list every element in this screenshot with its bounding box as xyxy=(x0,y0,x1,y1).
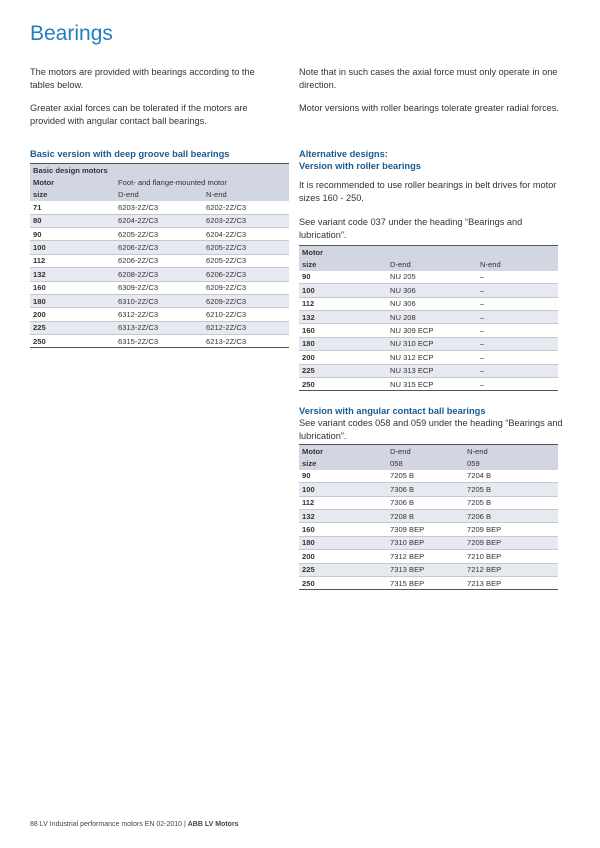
table-row xyxy=(30,254,289,267)
column-header-motor: Motor xyxy=(299,445,387,458)
table-title: Basic design motors xyxy=(30,164,289,177)
d-end-cell: NU 306 xyxy=(387,297,477,310)
column-header-size: size xyxy=(299,457,387,469)
table-row xyxy=(30,308,289,321)
column-header-motor: Motor xyxy=(30,176,115,188)
table-row xyxy=(299,271,558,284)
d-end-cell: 7312 BEP xyxy=(387,550,464,563)
roller-recommendation-paragraph: It is recommended to use roller bearings in belt drives for motor sizes 160 - 250. xyxy=(299,180,557,203)
motor-size-cell: 100 xyxy=(299,284,387,297)
table-row xyxy=(30,281,289,294)
roller-bearings-table xyxy=(299,245,558,391)
motor-size-cell: 80 xyxy=(30,214,115,227)
d-end-cell: 6206-2Z/C3 xyxy=(115,241,203,254)
angular-variant-paragraph: See variant codes 058 and 059 under the heading “Bearings and lubrication”. xyxy=(299,418,563,441)
motor-size-cell: 180 xyxy=(299,536,387,549)
variant-code-n-end: 059 xyxy=(464,457,558,469)
column-header-size: size xyxy=(299,258,387,270)
table-row xyxy=(299,324,558,337)
d-end-cell: NU 313 ECP xyxy=(387,364,477,377)
table-row xyxy=(299,523,558,536)
motor-size-cell: 160 xyxy=(299,324,387,337)
motor-size-cell: 100 xyxy=(299,483,387,496)
n-end-cell: – xyxy=(477,364,558,377)
n-end-cell: – xyxy=(477,310,558,323)
d-end-cell: 6313-2Z/C3 xyxy=(115,321,203,334)
table-row xyxy=(299,563,558,576)
table-row xyxy=(299,337,558,350)
n-end-cell: 6210-2Z/C3 xyxy=(203,308,289,321)
n-end-cell: 7209 BEP xyxy=(464,523,558,536)
intro-paragraph-1: The motors are provided with bearings according to the tables below. xyxy=(30,67,255,90)
n-end-cell: – xyxy=(477,297,558,310)
n-end-cell: – xyxy=(477,351,558,364)
n-end-cell: 7209 BEP xyxy=(464,536,558,549)
d-end-cell: NU 312 ECP xyxy=(387,351,477,364)
motor-size-cell: 100 xyxy=(30,241,115,254)
d-end-cell: 7313 BEP xyxy=(387,563,464,576)
motor-size-cell: 200 xyxy=(299,351,387,364)
table-row xyxy=(30,294,289,307)
motor-size-cell: 225 xyxy=(30,321,115,334)
table-row xyxy=(299,483,558,496)
n-end-cell: – xyxy=(477,271,558,284)
table-row xyxy=(30,201,289,214)
n-end-cell: 6204-2Z/C3 xyxy=(203,227,289,240)
basic-bearings-table xyxy=(30,163,289,348)
d-end-cell: 7208 B xyxy=(387,509,464,522)
motor-size-cell: 200 xyxy=(299,550,387,563)
d-end-cell: 7315 BEP xyxy=(387,576,464,589)
table-row xyxy=(30,241,289,254)
motor-size-cell: 112 xyxy=(299,496,387,509)
n-end-cell: – xyxy=(477,324,558,337)
n-end-cell: 7205 B xyxy=(464,483,558,496)
d-end-cell: NU 306 xyxy=(387,284,477,297)
d-end-cell: NU 205 xyxy=(387,271,477,284)
d-end-cell: 6204-2Z/C3 xyxy=(115,214,203,227)
angular-bearings-table xyxy=(299,444,558,590)
table-row xyxy=(299,576,558,589)
alternative-designs-heading: Alternative designs: xyxy=(299,149,388,159)
d-end-cell: 7310 BEP xyxy=(387,536,464,549)
motor-size-cell: 225 xyxy=(299,364,387,377)
motor-size-cell: 250 xyxy=(30,335,115,348)
motor-size-cell: 132 xyxy=(299,509,387,522)
n-end-cell: – xyxy=(477,284,558,297)
d-end-cell: 6208-2Z/C3 xyxy=(115,268,203,281)
column-header-d-end: D-end xyxy=(387,445,464,458)
n-end-cell: 7212 BEP xyxy=(464,563,558,576)
d-end-cell: NU 310 ECP xyxy=(387,337,477,350)
motor-size-cell: 180 xyxy=(299,337,387,350)
table-row xyxy=(30,321,289,334)
brand-name: ABB LV Motors xyxy=(187,821,239,828)
d-end-cell: 6205-2Z/C3 xyxy=(115,227,203,240)
motor-size-cell: 90 xyxy=(30,227,115,240)
column-header-n-end: N-end xyxy=(203,189,289,201)
roller-variant-paragraph: See variant code 037 under the heading “Bearings and lubrication”. xyxy=(299,217,523,240)
d-end-cell: 6309-2Z/C3 xyxy=(115,281,203,294)
motor-size-cell: 90 xyxy=(299,271,387,284)
page-title: Bearings xyxy=(30,22,113,45)
d-end-cell: NU 315 ECP xyxy=(387,377,477,390)
roller-note-paragraph: Motor versions with roller bearings tolerate greater radial forces. xyxy=(299,103,559,113)
d-end-cell: 7306 B xyxy=(387,483,464,496)
variant-code-d-end: 058 xyxy=(387,457,464,469)
d-end-cell: 7309 BEP xyxy=(387,523,464,536)
d-end-cell: 6203-2Z/C3 xyxy=(115,201,203,214)
d-end-cell: NU 309 ECP xyxy=(387,324,477,337)
n-end-cell: – xyxy=(477,337,558,350)
table-row xyxy=(299,310,558,323)
n-end-cell: 6209-2Z/C3 xyxy=(203,294,289,307)
n-end-cell: 6206-2Z/C3 xyxy=(203,268,289,281)
table-row xyxy=(299,509,558,522)
column-header-d-end: D-end xyxy=(387,258,477,270)
motor-size-cell: 132 xyxy=(299,310,387,323)
motor-size-cell: 160 xyxy=(30,281,115,294)
n-end-cell: 7213 BEP xyxy=(464,576,558,589)
table-row xyxy=(30,227,289,240)
n-end-cell: 6203-2Z/C3 xyxy=(203,214,289,227)
table-row xyxy=(299,536,558,549)
column-header-d-end: D-end xyxy=(115,189,203,201)
table-row xyxy=(299,297,558,310)
motor-size-cell: 71 xyxy=(30,201,115,214)
motor-size-cell: 250 xyxy=(299,576,387,589)
d-end-cell: 7205 B xyxy=(387,470,464,483)
table-row xyxy=(299,284,558,297)
table-row xyxy=(299,377,558,390)
column-header-n-end: N-end xyxy=(477,258,558,270)
basic-version-heading: Basic version with deep groove ball bearings xyxy=(30,149,230,159)
roller-version-heading: Version with roller bearings xyxy=(299,161,421,171)
n-end-cell: – xyxy=(477,377,558,390)
table-row xyxy=(30,268,289,281)
n-end-cell: 6202-2Z/C3 xyxy=(203,201,289,214)
column-header-mount: Foot- and flange-mounted motor xyxy=(115,176,289,188)
motor-size-cell: 250 xyxy=(299,377,387,390)
document-reference: LV Industrial performance motors EN 02-2010 | xyxy=(39,821,186,828)
motor-size-cell: 112 xyxy=(30,254,115,267)
page-number: 88 xyxy=(30,821,38,828)
n-end-cell: 6213-2Z/C3 xyxy=(203,335,289,348)
column-header-motor: Motor xyxy=(299,246,387,259)
motor-size-cell: 200 xyxy=(30,308,115,321)
d-end-cell: 6315-2Z/C3 xyxy=(115,335,203,348)
motor-size-cell: 160 xyxy=(299,523,387,536)
table-row xyxy=(299,470,558,483)
axial-note-paragraph: Note that in such cases the axial force must only operate in one direction. xyxy=(299,67,558,90)
n-end-cell: 7210 BEP xyxy=(464,550,558,563)
n-end-cell: 7206 B xyxy=(464,509,558,522)
d-end-cell: 6206-2Z/C3 xyxy=(115,254,203,267)
motor-size-cell: 90 xyxy=(299,470,387,483)
motor-size-cell: 180 xyxy=(30,294,115,307)
n-end-cell: 7204 B xyxy=(464,470,558,483)
page-footer xyxy=(30,821,239,828)
intro-paragraph-2: Greater axial forces can be tolerated if the motors are provided with angular contact ball bearings. xyxy=(30,103,248,126)
motor-size-cell: 225 xyxy=(299,563,387,576)
angular-contact-heading: Version with angular contact ball bearings xyxy=(299,406,486,416)
table-row xyxy=(299,364,558,377)
table-row xyxy=(299,351,558,364)
table-row xyxy=(299,496,558,509)
n-end-cell: 7205 B xyxy=(464,496,558,509)
d-end-cell: NU 208 xyxy=(387,310,477,323)
n-end-cell: 6205-2Z/C3 xyxy=(203,241,289,254)
table-row xyxy=(299,550,558,563)
n-end-cell: 6209-2Z/C3 xyxy=(203,281,289,294)
n-end-cell: 6205-2Z/C3 xyxy=(203,254,289,267)
d-end-cell: 7306 B xyxy=(387,496,464,509)
d-end-cell: 6310-2Z/C3 xyxy=(115,294,203,307)
column-header-size: size xyxy=(30,189,115,201)
motor-size-cell: 112 xyxy=(299,297,387,310)
table-row xyxy=(30,335,289,348)
column-header-n-end: N-end xyxy=(464,445,558,458)
n-end-cell: 6212-2Z/C3 xyxy=(203,321,289,334)
d-end-cell: 6312-2Z/C3 xyxy=(115,308,203,321)
table-row xyxy=(30,214,289,227)
motor-size-cell: 132 xyxy=(30,268,115,281)
